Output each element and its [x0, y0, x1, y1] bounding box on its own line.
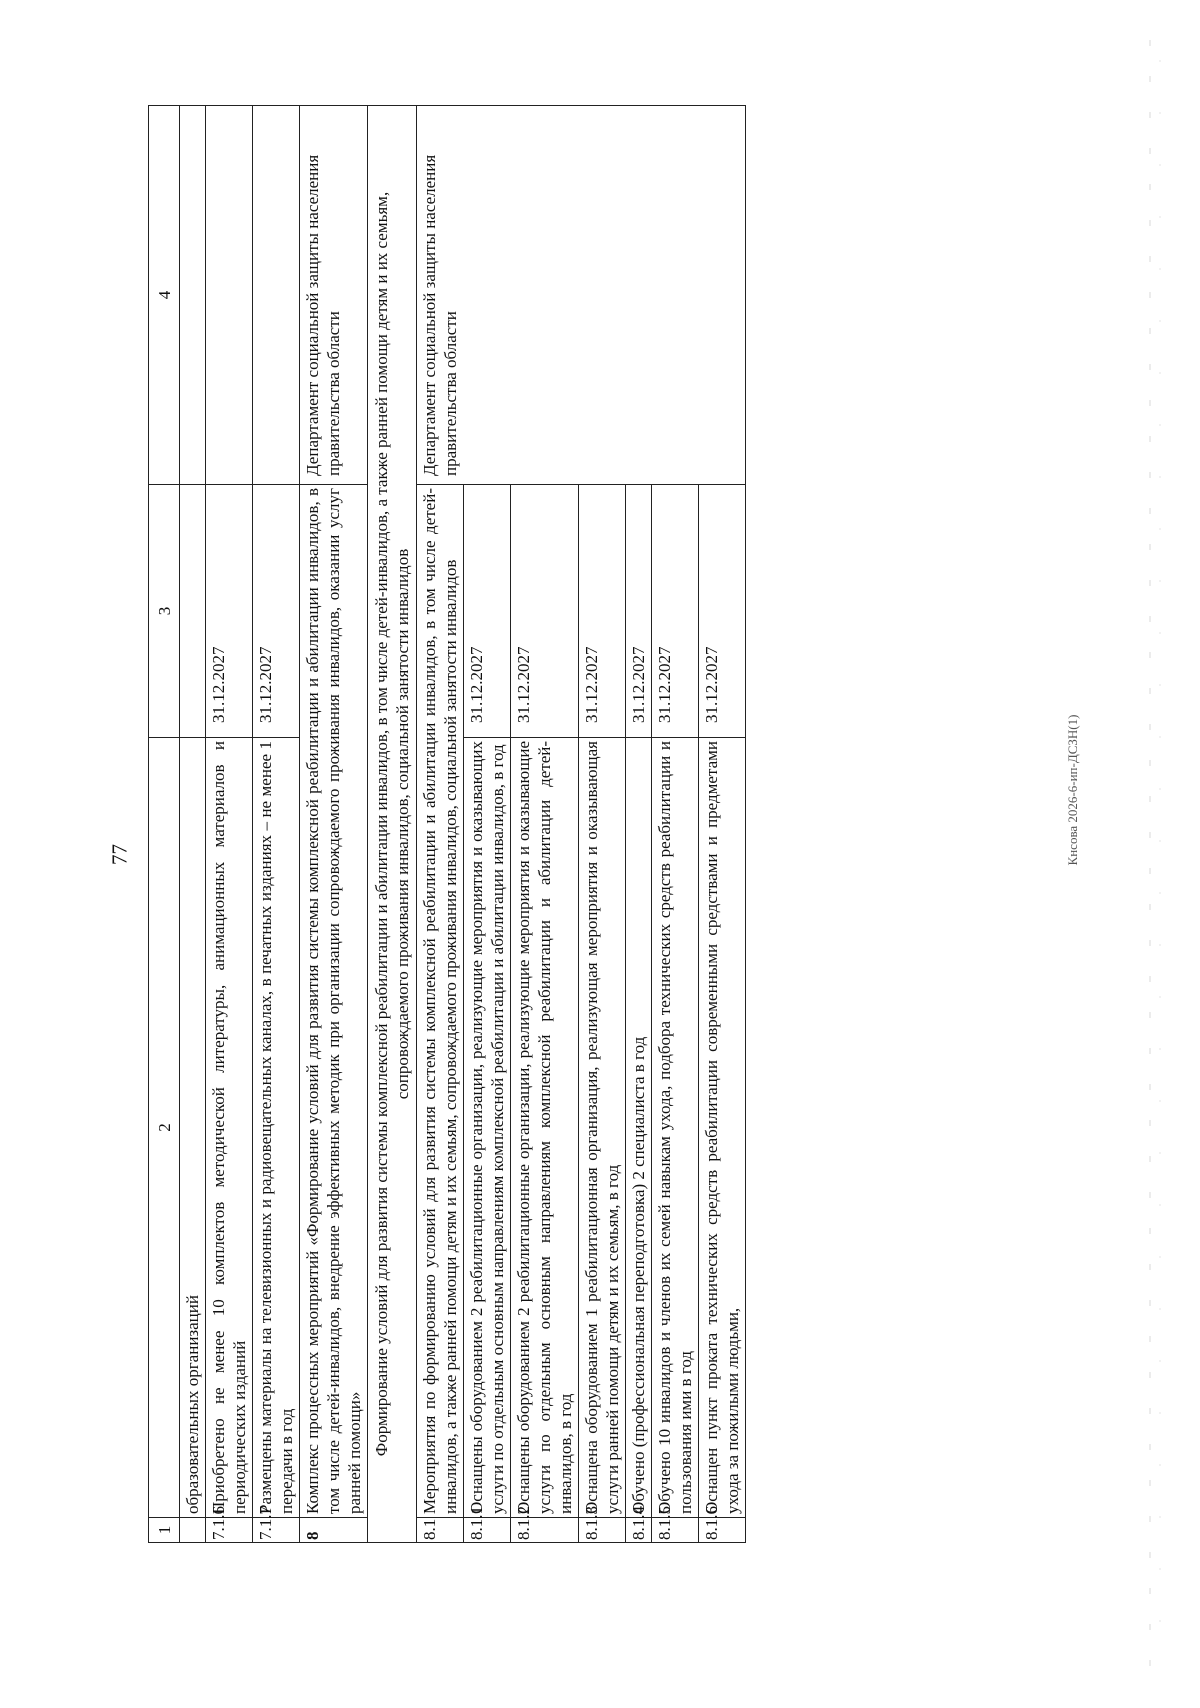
header-col-1: 1	[149, 1518, 180, 1543]
header-col-2: 2	[149, 738, 180, 1518]
row-date	[180, 485, 206, 738]
header-col-3: 3	[149, 485, 180, 738]
section-row	[368, 106, 417, 1543]
row-text: Обучено 10 инвалидов и членов их семей навыкам ухода, подбора технических средств реабилитации и пользования ими в год	[652, 738, 699, 1518]
row-number: 8.1.5	[652, 1518, 699, 1543]
row-text: Обучено (профессиональная переподготовка) 2 специалиста в год	[626, 738, 652, 1518]
row-number: 8.1.6	[699, 1518, 746, 1543]
row-date: 31.12.2027	[464, 485, 511, 738]
row-text: Размещены материалы на телевизионных и радиовещательных каналах, в печатных изданиях – не менее 1 передачи в год	[253, 738, 300, 1518]
row-date: 31.12.2027	[699, 485, 746, 738]
row-text: Оснащена оборудованием 1 реабилитационная организация, реализующая мероприятия и оказывающая услуги ранней помощи детям и их семьям, в год	[579, 738, 626, 1518]
row-number: 8.1.2	[511, 1518, 579, 1543]
row-text: Оснащены оборудованием 2 реабилитационные организации, реализующие мероприятия и оказывающих услуги по отдельным основным направлениям комплексной реабилитации и абилитации инвалидов, в год	[464, 738, 511, 1518]
row-date: 31.12.2027	[626, 485, 652, 738]
header-col-4: 4	[149, 106, 180, 485]
table-row	[206, 106, 253, 1543]
row-department: Департамент социальной защиты населения правительства области	[417, 106, 746, 485]
row-number: 8.1.3	[579, 1518, 626, 1543]
row-number: 8.1.4	[626, 1518, 652, 1543]
table-row	[253, 106, 300, 1543]
row-number: 8	[300, 1518, 368, 1543]
row-department	[180, 106, 206, 485]
document-code: Кнсова 2026-6-ип-ДСЗН(1)	[1065, 714, 1080, 866]
row-department: Департамент социальной защиты населения правительства области	[300, 106, 368, 485]
row-text: Приобретено не менее 10 комплектов методической литературы, анимационных материалов и периодических изданий	[206, 738, 253, 1518]
row-number: 7.1.6	[206, 1518, 253, 1543]
table-row	[300, 106, 368, 1543]
row-text: Оснащен пункт проката технических средств реабилитации современными средствами и предметами ухода за пожилыми людьми,	[699, 738, 746, 1518]
section-title: Формирование условий для развития системы комплексной реабилитации и абилитации инвалидов, в том числе детей-инвалидов, а также ранней помощи детям и их семьям, сопровождаемого проживания инвалидов, социальной занятости инвалидов	[368, 106, 417, 1543]
measures-table	[148, 105, 746, 1543]
rotated-table-container	[148, 106, 1054, 1543]
page-number: 77	[107, 844, 132, 865]
row-date: 31.12.2027	[511, 485, 579, 738]
row-date: 31.12.2027	[579, 485, 626, 738]
row-department	[253, 106, 300, 485]
row-text: Комплекс процессных мероприятий «Формирование условий для развития системы комплексной реабилитации и абилитации инвалидов, в том числе детей-инвалидов, внедрение эффективных методик при организации сопровождаемого проживания инвалидов, оказании услуг ранней помощи»	[300, 485, 368, 1518]
row-number: 7.1.7	[253, 1518, 300, 1543]
row-number: 8.1.1	[464, 1518, 511, 1543]
row-text: образовательных организаций	[180, 738, 206, 1518]
row-text: Мероприятия по формированию условий для развития системы комплексной реабилитации и абилитации инвалидов, в том числе детей-инвалидов, а также ранней помощи детям и их семьям, сопровождаемого проживания инвалидов, социальной занятости инвалидов	[417, 485, 464, 1518]
row-text: Оснащены оборудованием 2 реабилитационные организации, реализующие мероприятия и оказывающие услуги по отдельным основным направлениям комплексной реабилитации и абилитации детей-инвалидов, в год	[511, 738, 579, 1518]
row-number: 8.1	[417, 1518, 464, 1543]
row-number	[180, 1518, 206, 1543]
row-department	[206, 106, 253, 485]
table-row	[180, 106, 206, 1543]
row-date: 31.12.2027	[652, 485, 699, 738]
row-date: 31.12.2027	[253, 485, 300, 738]
table-header-row	[149, 106, 180, 1543]
table-row	[417, 106, 464, 1543]
row-date: 31.12.2027	[206, 485, 253, 738]
